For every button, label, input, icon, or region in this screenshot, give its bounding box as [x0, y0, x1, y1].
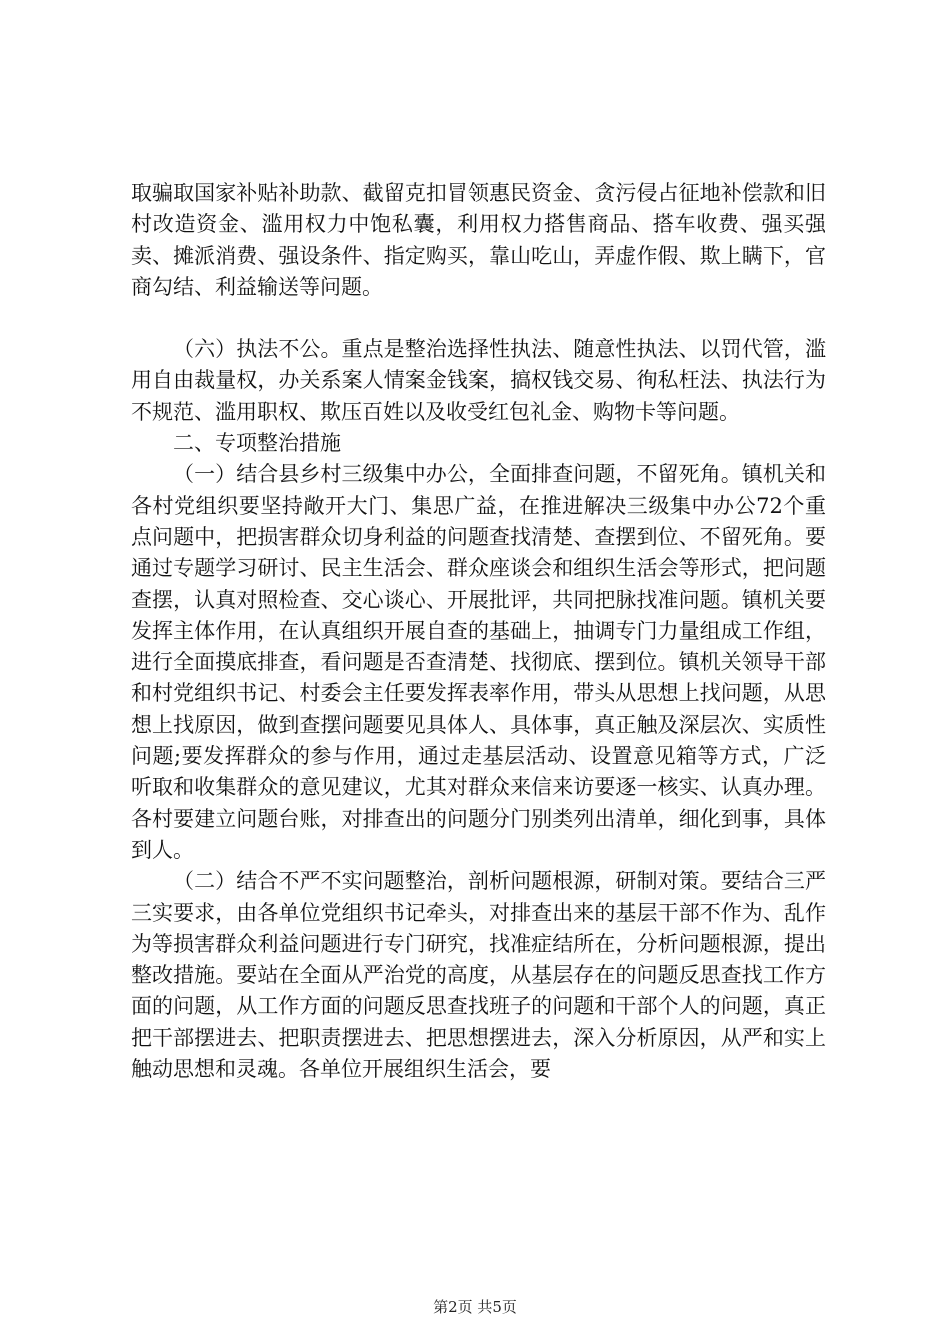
page-number-footer: 第2页 共5页: [433, 1298, 517, 1316]
paragraph-continuation: 取骗取国家补贴补助款、截留克扣冒领惠民资金、贪污侵占征地补偿款和旧村改造资金、滥用权力中饱私囊，利用权力搭售商品、搭车收费、强买强卖、摊派消费、强设条件、指定购买，靠山吃山，弄虚作假、欺上瞒下，官商勾结、利益输送等问题。: [131, 181, 826, 299]
paragraph-measure-two: （二）结合不严不实问题整治，剖析问题根源，研制对策。要结合三严三实要求，由各单位党组织书记牵头，对排查出来的基层干部不作为、乱作为等损害群众利益问题进行专门研究，找准症结所在，分析问题根源，提出整改措施。要站在全面从严治党的高度，从基层存在的问题反思查找工作方面的问题，从工作方面的问题反思查找班子的问题和干部个人的问题，真正把干部摆进去、把职责摆进去、把思想摆进去，深入分析原因，从严和实上触动思想和灵魂。各单位开展组织生活会，要: [131, 869, 826, 1082]
paragraph-measure-one: （一）结合县乡村三级集中办公，全面排查问题，不留死角。镇机关和各村党组织要坚持敞开大门、集思广益，在推进解决三级集中办公72个重点问题中，把损害群众切身利益的问题查找清楚、查摆到位、不留死角。要通过专题学习研讨、民主生活会、群众座谈会和组织生活会等形式，把问题查摆，认真对照检查、交心谈心、开展批评，共同把脉找准问题。镇机关要发挥主体作用，在认真组织开展自查的基础上，抽调专门力量组成工作组，进行全面摸底排查，看问题是否查清楚、找彻底、摆到位。镇机关领导干部和村党组织书记、村委会主任要发挥表率作用，带头从思想上找问题，从思想上找原因，做到查摆问题要见具体人、具体事，真正触及深层次、实质性问题;要发挥群众的参与作用，通过走基层活动、设置意见箱等方式，广泛听取和收集群众的意见建议，尤其对群众来信来访要逐一核实、认真办理。各村要建立问题台账，对排查出的问题分门别类列出清单，细化到事，具体到人。: [131, 462, 826, 862]
section-heading-measures: 二、专项整治措施: [173, 431, 341, 456]
paragraph-law-enforcement: （六）执法不公。重点是整治选择性执法、随意性执法、以罚代管，滥用自由裁量权，办关系案人情案金钱案，搞权钱交易、徇私枉法、执法行为不规范、滥用职权、欺压百姓以及收受红包礼金、购物卡等问题。: [131, 337, 826, 424]
document-body: [131, 178, 826, 1085]
